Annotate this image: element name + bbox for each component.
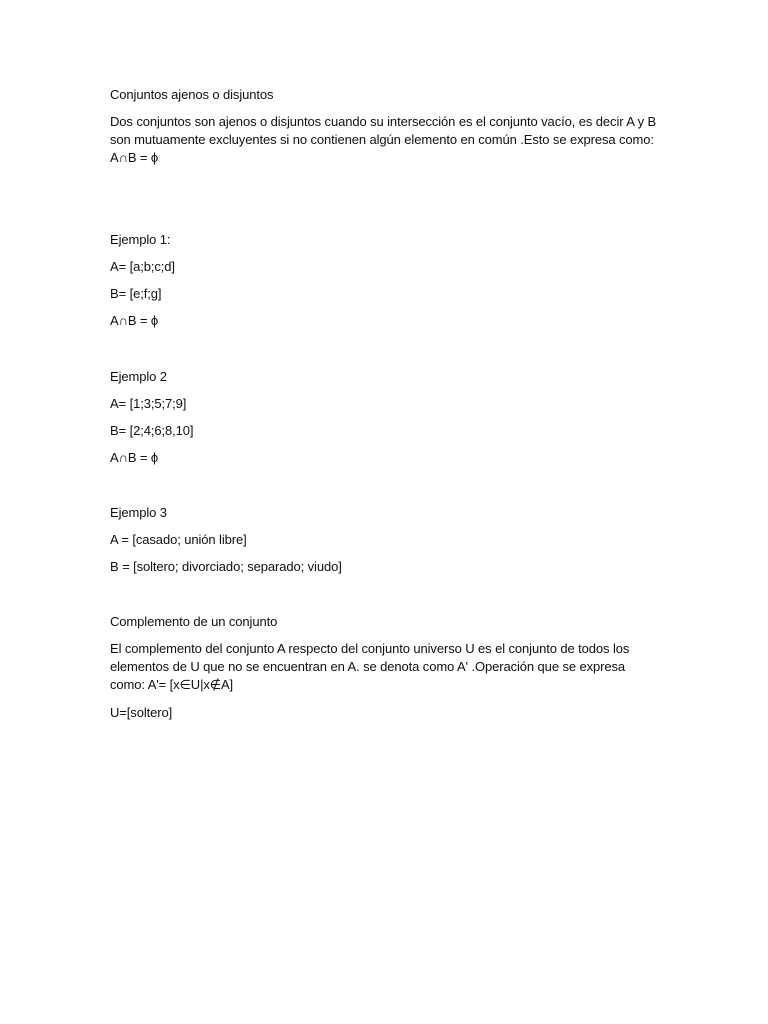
- heading-complement: Complemento de un conjunto: [110, 614, 278, 629]
- example3-set-b: B = [soltero; divorciado; separado; viudo]: [110, 559, 342, 574]
- example1-intersection: A∩B = ϕ: [110, 313, 159, 328]
- example3-set-a: A = [casado; unión libre]: [110, 532, 247, 547]
- example1-set-b: B= [e;f;g]: [110, 286, 162, 301]
- example1-title: Ejemplo 1:: [110, 232, 171, 247]
- example2-set-b: B= [2;4;6;8,10]: [110, 423, 194, 438]
- example2-set-a: A= [1;3;5;7;9]: [110, 396, 187, 411]
- example2-intersection: A∩B = ϕ: [110, 450, 159, 465]
- heading-disjoint-sets: Conjuntos ajenos o disjuntos: [110, 87, 274, 102]
- example3-title: Ejemplo 3: [110, 505, 167, 520]
- example1-set-a: A= [a;b;c;d]: [110, 259, 175, 274]
- paragraph-complement-definition: El complemento del conjunto A respecto del conjunto universo U es el conjunto de todos los elementos de U que no se encuentran en A. se denota como A' .Operación que se expresa como: A'= [x∈U|x∉A]: [110, 641, 630, 692]
- example2-title: Ejemplo 2: [110, 369, 167, 384]
- paragraph-disjoint-definition: Dos conjuntos son ajenos o disjuntos cuando su intersección es el conjunto vacío, es decir A y B son mutuamente excluyentes si no contienen algún elemento en común .Esto se expresa como: A∩B = ϕ: [110, 114, 657, 165]
- universe-set-line: U=[soltero]: [110, 705, 173, 720]
